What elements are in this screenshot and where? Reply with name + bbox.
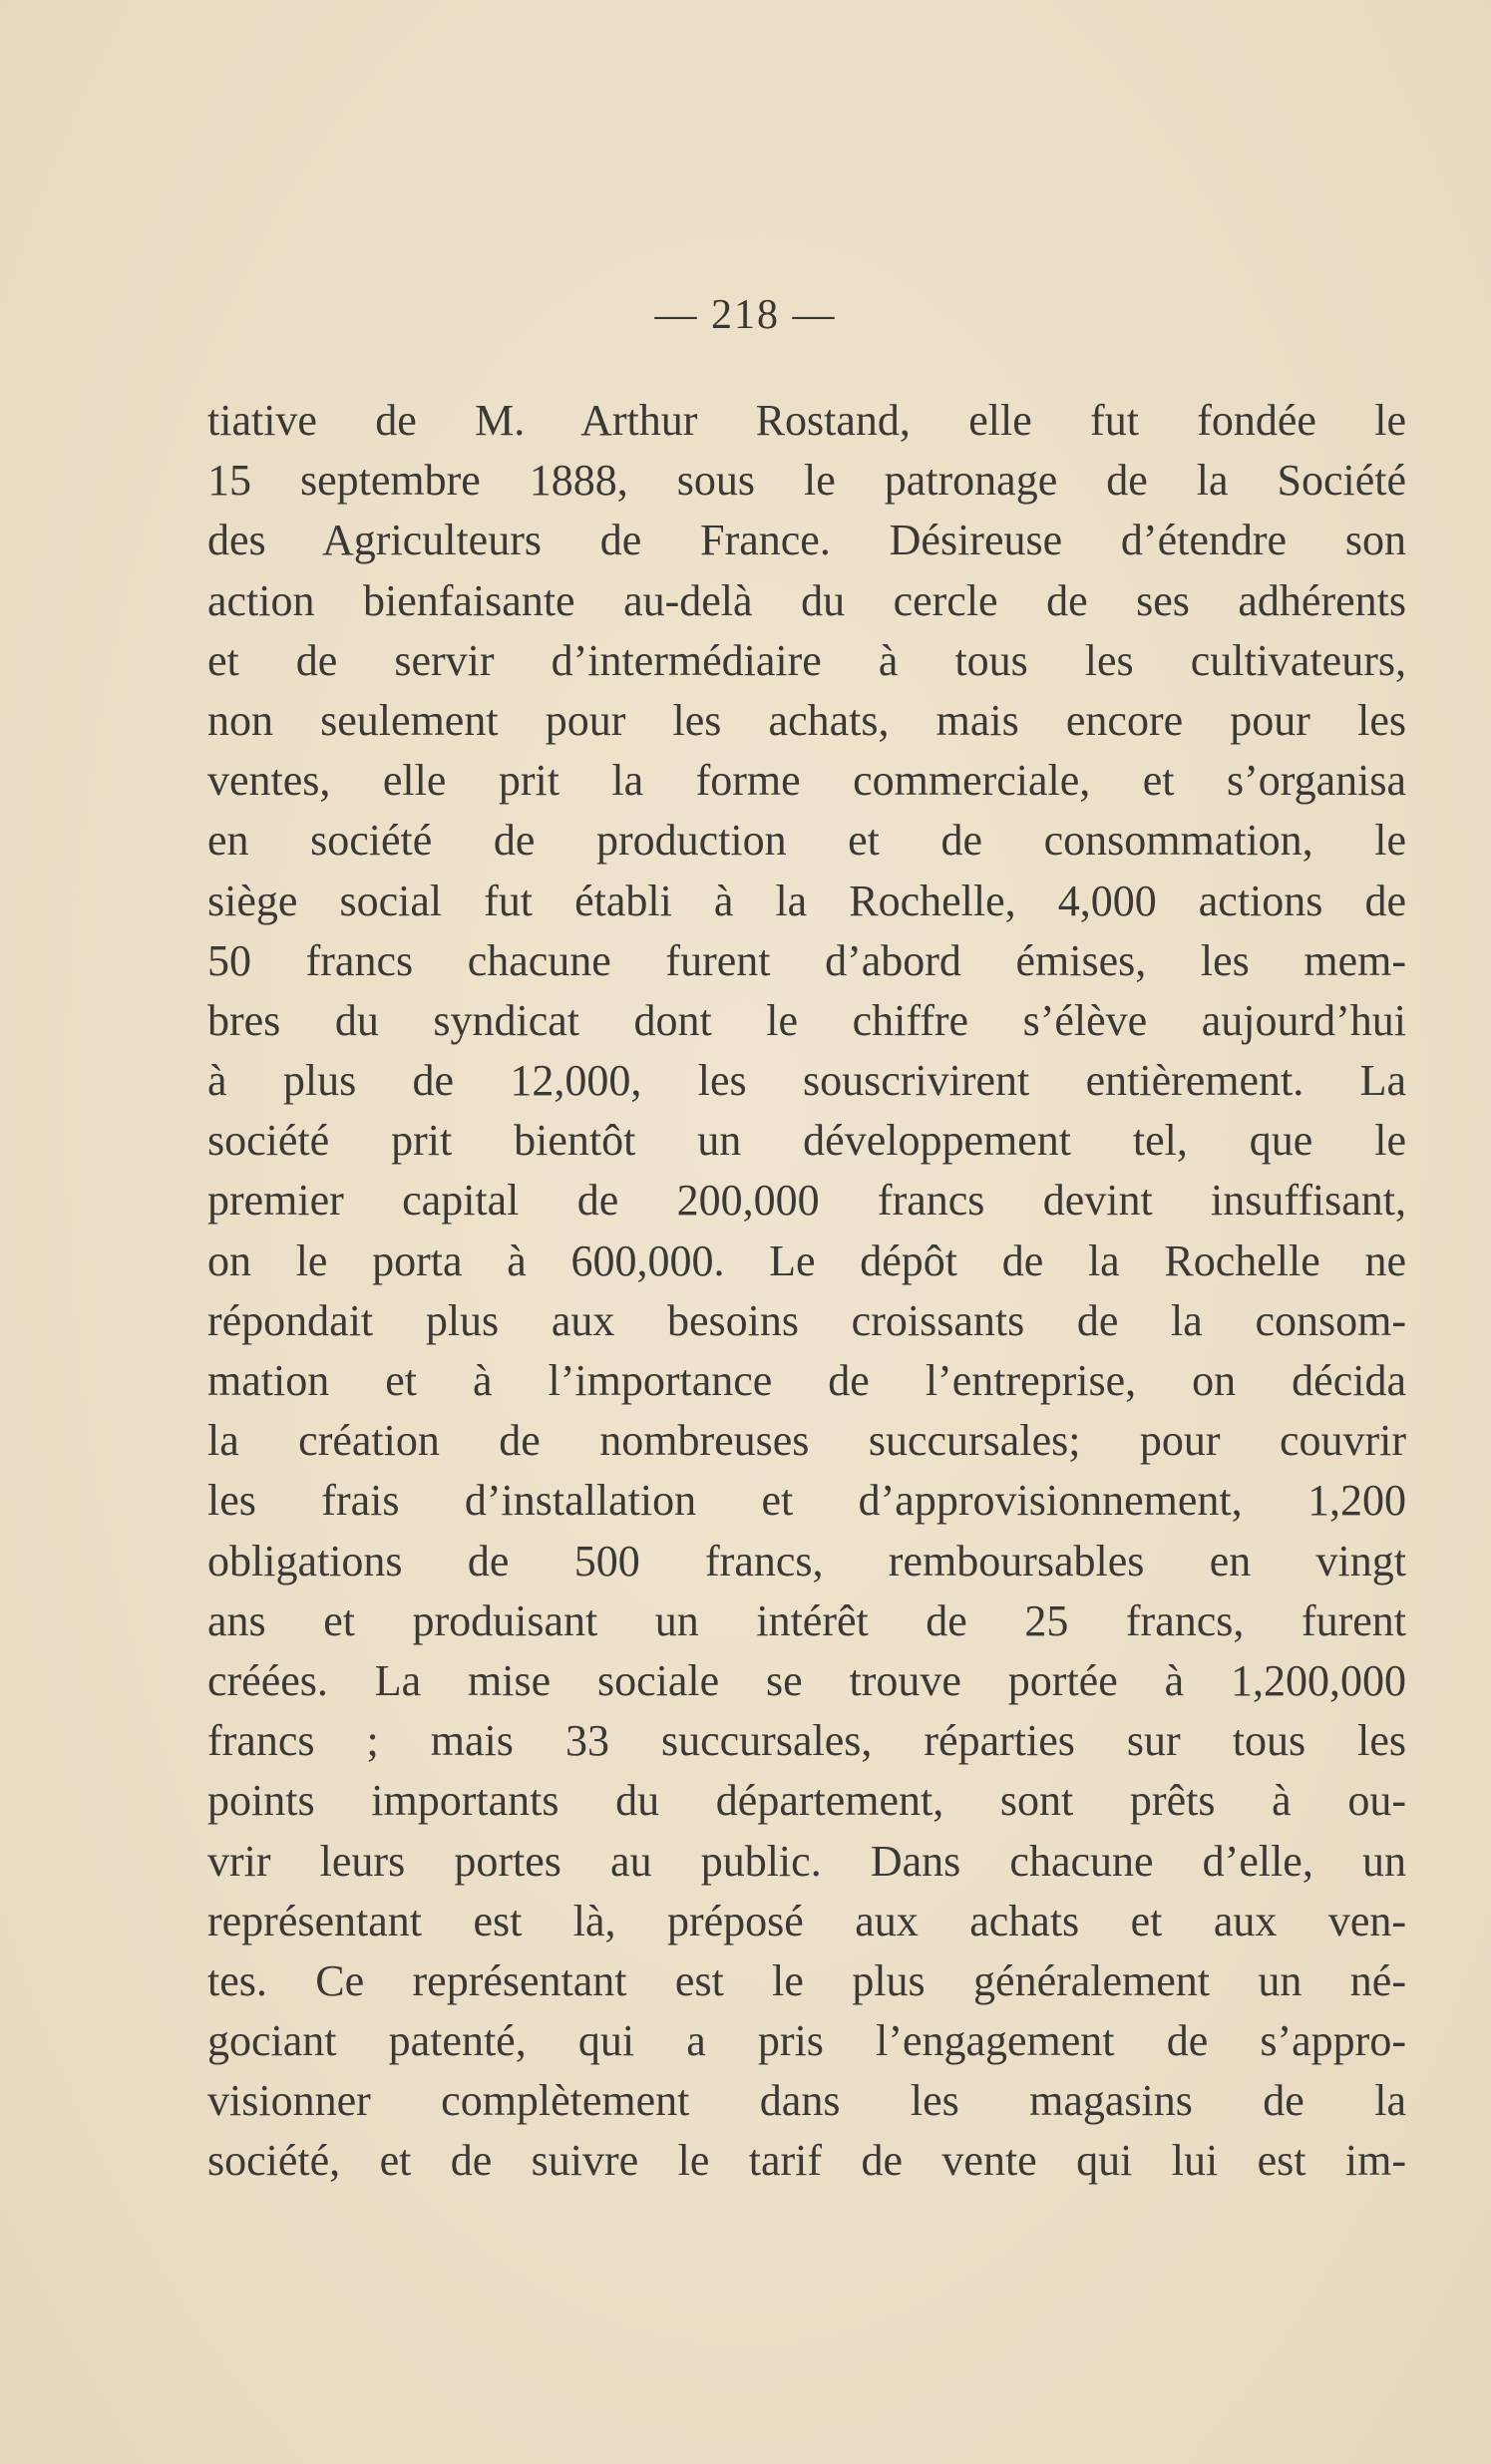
text-line: visionner complètement dans les magasins de la [207, 2076, 1406, 2126]
text-line: non seulement pour les achats, mais encore pour les [207, 695, 1406, 745]
text-line: action bienfaisante au-delà du cercle de ses adhérents [207, 575, 1406, 625]
text-line: mation et à l’importance de l’entreprise, on décida [207, 1356, 1406, 1405]
text-line: obligations de 500 francs, remboursables en vingt [207, 1536, 1406, 1585]
text-line: société, et de suivre le tarif de vente qui lui est im- [207, 2136, 1406, 2186]
text-line: gociant patenté, qui a pris l’engagement de s’appro- [207, 2016, 1406, 2066]
text-line: créées. La mise sociale se trouve portée à 1,200,000 [207, 1655, 1406, 1705]
text-line: des Agriculteurs de France. Désireuse d’étendre son [207, 516, 1406, 565]
text-line: tes. Ce représentant est le plus généralement un né- [207, 1955, 1406, 2005]
text-line: la création de nombreuses succursales; pour couvrir [207, 1416, 1406, 1466]
text-line: les frais d’installation et d’approvisionnement, 1,200 [207, 1476, 1406, 1526]
text-line: à plus de 12,000, les souscrivirent entièrement. La [207, 1056, 1406, 1106]
text-line: ventes, elle prit la forme commerciale, et s’organisa [207, 756, 1406, 806]
text-line: 50 francs chacune furent d’abord émises, les mem- [207, 935, 1406, 985]
text-line: siège social fut établi à la Rochelle, 4,000 actions de [207, 876, 1406, 925]
text-line: et de servir d’intermédiaire à tous les cultivateurs, [207, 635, 1406, 685]
text-line: points importants du département, sont prêts à ou- [207, 1776, 1406, 1826]
text-line: 15 septembre 1888, sous le patronage de la Société [207, 456, 1406, 506]
body-text [207, 391, 1406, 2192]
text-line: répondait plus aux besoins croissants de la consom- [207, 1295, 1406, 1345]
text-line: premier capital de 200,000 francs devint insuffisant, [207, 1176, 1406, 1226]
text-line: représentant est là, préposé aux achats et aux ven- [207, 1896, 1406, 1945]
text-line: en société de production et de consommation, le [207, 816, 1406, 866]
text-line: ans et produisant un intérêt de 25 francs, furent [207, 1595, 1406, 1645]
text-line: francs ; mais 33 succursales, réparties sur tous les [207, 1716, 1406, 1766]
text-line: vrir leurs portes au public. Dans chacune d’elle, un [207, 1836, 1406, 1886]
text-line: on le porta à 600,000. Le dépôt de la Rochelle ne [207, 1235, 1406, 1285]
text-line: société prit bientôt un développement tel, que le [207, 1116, 1406, 1166]
text-line: bres du syndicat dont le chiffre s’élève aujourd’hui [207, 995, 1406, 1045]
page-number: — 218 — [654, 292, 837, 338]
text-line: tiative de M. Arthur Rostand, elle fut fondée le [207, 396, 1406, 445]
